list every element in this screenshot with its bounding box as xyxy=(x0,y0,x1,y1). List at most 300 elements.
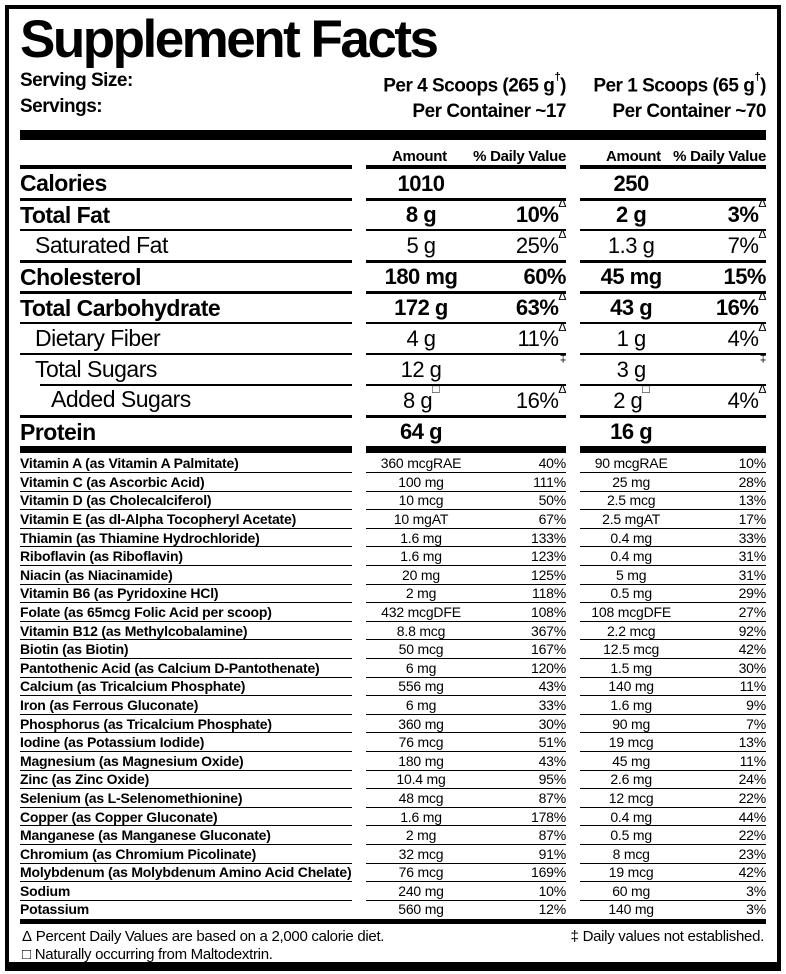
amount-value: 1.6 mg xyxy=(400,548,442,565)
amount-value: 43 g xyxy=(610,295,653,321)
double-dagger-symbol: ‡ xyxy=(570,928,579,946)
nutrient-row xyxy=(20,844,766,863)
nutrient-row xyxy=(20,732,766,751)
nutrient-row xyxy=(20,751,766,770)
values-col1 xyxy=(366,260,566,291)
values-col1 xyxy=(366,863,566,882)
serving-size-col2 xyxy=(580,68,766,99)
values-col2 xyxy=(580,807,766,826)
daily-value: 3% xyxy=(746,901,766,918)
amount-value: 1010 xyxy=(397,170,445,196)
daily-value: 108% xyxy=(530,603,566,620)
footnote-text: Percent Daily Values are based on a 2,000 calorie diet. xyxy=(35,928,385,946)
nutrient-name: Vitamin A (as Vitamin A Palmitate) xyxy=(20,454,239,471)
values-col2 xyxy=(580,546,766,565)
amount-value: 0.5 mg xyxy=(610,585,652,602)
divider-segment xyxy=(366,446,566,453)
dv-superscript: Δ xyxy=(758,289,766,304)
nutrient-name: Calcium (as Tricalcium Phosphate) xyxy=(20,677,352,696)
values-col1 xyxy=(366,602,566,621)
nutrient-row xyxy=(20,863,766,882)
amount-superscript: □ xyxy=(432,381,439,396)
amount-value: 560 mg xyxy=(398,901,444,918)
daily-value: 95% xyxy=(538,771,566,788)
amount-value: 10 mgAT xyxy=(393,511,449,528)
nutrient-name: Manganese (as Manganese Gluconate) xyxy=(20,825,352,844)
values-col2 xyxy=(580,415,766,446)
amount-value: 45 mg xyxy=(612,752,651,769)
daily-value: 11%$^\Delta$ xyxy=(517,319,566,351)
amount-value: 250 xyxy=(613,170,649,196)
serving-labels xyxy=(20,68,352,125)
amount-value: 180 mg xyxy=(384,264,458,290)
values-col1 xyxy=(366,825,566,844)
dv-superscript: Δ xyxy=(558,289,566,304)
header-divider-bar xyxy=(20,130,766,140)
amount-value: 1.5 mg xyxy=(610,659,652,676)
nutrient-row xyxy=(20,415,766,446)
footnote-not-established xyxy=(571,928,764,946)
dagger-superscript: † xyxy=(754,70,761,83)
dv-superscript: Δ xyxy=(558,381,566,396)
nutrient-row xyxy=(20,260,766,291)
daily-value: 63%$^\Delta$ xyxy=(515,289,566,321)
dv-superscript: ‡ xyxy=(759,350,766,365)
macronutrient-table xyxy=(20,165,766,446)
amount-value: 16 g xyxy=(610,419,653,445)
values-col1 xyxy=(366,695,566,714)
values-col1 xyxy=(366,751,566,770)
nutrient-row xyxy=(20,825,766,844)
dv-superscript: ‡ xyxy=(559,350,566,365)
values-col1 xyxy=(366,291,566,322)
daily-value: 33% xyxy=(538,696,566,713)
values-col1 xyxy=(366,900,566,919)
nutrient-row xyxy=(20,319,766,353)
values-col1 xyxy=(366,453,566,472)
amount-value: 556 mg xyxy=(398,678,444,695)
daily-value: 42% xyxy=(738,864,766,881)
values-col2 xyxy=(580,165,766,198)
amount-value: 6 mg xyxy=(405,659,437,676)
nutrient-row xyxy=(20,639,766,658)
values-col1 xyxy=(366,509,566,528)
amount-value: 0.4 mg xyxy=(610,808,652,825)
column-headers xyxy=(20,143,766,165)
daily-value: 67% xyxy=(538,511,566,528)
nutrient-name: Total Carbohydrate xyxy=(20,291,352,322)
daily-value: 17% xyxy=(738,511,766,528)
amount-value: 64 g xyxy=(399,419,443,445)
footnote-maltodextrin xyxy=(22,946,384,964)
nutrient-name: Vitamin B6 (as Pyridoxine HCl) xyxy=(20,584,352,603)
values-col1 xyxy=(366,381,566,415)
daily-value: 123% xyxy=(530,548,566,565)
amount-value: 90 mg xyxy=(612,715,651,732)
daily-value: 3% xyxy=(746,882,766,899)
daily-value: 31% xyxy=(738,566,766,583)
values-col1 xyxy=(366,198,566,229)
daily-value: 169% xyxy=(530,864,566,881)
nutrient-name: Vitamin E (as dl-Alpha Tocopheryl Acetate) xyxy=(20,509,352,528)
values-col2 xyxy=(580,453,766,472)
daily-value-header: % Daily Value xyxy=(673,148,766,166)
values-col1 xyxy=(366,584,566,603)
amount-value: 10.4 mg xyxy=(396,771,446,788)
amount-value: 1.6 mg xyxy=(610,696,652,713)
amount-value: 2 g xyxy=(616,202,647,228)
amount-value: 4 g xyxy=(406,325,436,351)
daily-value: 29% xyxy=(738,585,766,602)
section-divider-bar xyxy=(20,446,766,453)
daily-value: 40% xyxy=(538,454,566,471)
daily-value: 125% xyxy=(530,566,566,583)
daily-value: 60% xyxy=(523,264,566,290)
nutrient-name: Calories xyxy=(20,165,352,198)
dv-superscript: Δ xyxy=(558,226,566,241)
column-header-col1 xyxy=(366,143,566,165)
nutrient-row xyxy=(20,381,766,415)
values-col1 xyxy=(366,881,566,900)
nutrient-name: Vitamin C (as Ascorbic Acid) xyxy=(20,472,352,491)
values-col1 xyxy=(366,472,566,491)
amount-value: 0.4 mg xyxy=(610,529,652,546)
nutrient-name: Added Sugars xyxy=(20,384,352,415)
values-col2 xyxy=(580,863,766,882)
amount-value: 1.6 mg xyxy=(400,529,442,546)
values-col1 xyxy=(366,546,566,565)
values-col2 xyxy=(580,509,766,528)
footnote-text: Naturally occurring from Maltodextrin. xyxy=(34,946,273,964)
amount-value: 19 mcg xyxy=(608,864,654,881)
amount-value: 432 mcgDFE xyxy=(381,603,461,620)
daily-value: 92% xyxy=(738,622,766,639)
triangle-symbol: Δ xyxy=(22,928,32,946)
amount-value: 2 mg xyxy=(405,827,437,844)
amount-value: 3 g xyxy=(616,356,646,382)
dagger-superscript: † xyxy=(554,70,561,83)
amount-value: 2.6 mg xyxy=(610,771,652,788)
daily-value: 167% xyxy=(530,641,566,658)
daily-value: 10% xyxy=(538,882,566,899)
nutrient-row xyxy=(20,770,766,789)
daily-value: 43% xyxy=(538,678,566,695)
dv-superscript: Δ xyxy=(558,319,566,334)
values-col1 xyxy=(366,528,566,547)
nutrient-row xyxy=(20,714,766,733)
amount-value: 0.4 mg xyxy=(610,548,652,565)
values-col2 xyxy=(580,198,766,229)
amount-value: 10 mcg xyxy=(398,492,444,509)
footnote-text: Daily values not established. xyxy=(582,928,764,946)
nutrient-row xyxy=(20,165,766,198)
amount-value: 25 mg xyxy=(612,473,651,490)
nutrient-name: Iodine (as Potassium Iodide) xyxy=(20,732,352,751)
nutrient-name: Selenium (as L-Selenomethionine) xyxy=(20,788,352,807)
amount-value: 90 mcgRAE xyxy=(594,454,668,471)
values-col1 xyxy=(366,319,566,353)
nutrient-name: Total Fat xyxy=(20,198,352,229)
nutrient-name: Pantothenic Acid (as Calcium D-Pantothenate) xyxy=(20,658,352,677)
values-col1 xyxy=(366,350,566,384)
values-col2 xyxy=(580,565,766,584)
footnote-daily-values xyxy=(22,928,384,946)
amount-value: 2 g□ xyxy=(613,381,650,413)
daily-value: 13% xyxy=(738,734,766,751)
amount-superscript: □ xyxy=(642,381,650,396)
square-symbol: □ xyxy=(22,946,31,964)
nutrient-row xyxy=(20,602,766,621)
values-col2 xyxy=(580,528,766,547)
divider-segment xyxy=(580,446,766,453)
values-col2 xyxy=(580,677,766,696)
daily-value xyxy=(682,350,766,383)
values-col1 xyxy=(366,415,566,446)
amount-value: 2.2 mcg xyxy=(606,622,656,639)
daily-value: 27% xyxy=(738,603,766,620)
amount-value: 45 mg xyxy=(600,264,662,290)
nutrient-name: Folate (as 65mcg Folic Acid per scoop) xyxy=(20,602,352,621)
values-col2 xyxy=(580,844,766,863)
nutrient-row xyxy=(20,658,766,677)
values-col1 xyxy=(366,714,566,733)
nutrient-name: Total Sugars xyxy=(20,353,352,384)
supplement-facts-label xyxy=(5,5,781,971)
nutrient-row xyxy=(20,491,766,510)
values-col2 xyxy=(580,291,766,322)
amount-value: 240 mg xyxy=(398,882,444,899)
column-header-col2 xyxy=(580,143,766,165)
values-col2 xyxy=(580,770,766,789)
amount-value: 2 mg xyxy=(405,585,437,602)
amount-value: 5 g xyxy=(406,232,436,258)
daily-value: 31% xyxy=(738,548,766,565)
nutrient-name: Biotin (as Biotin) xyxy=(20,639,352,658)
amount-value: 2.5 mcg xyxy=(606,492,656,509)
values-col2 xyxy=(580,602,766,621)
nutrient-row xyxy=(20,807,766,826)
serving-size-col1-text: Per 4 Scoops (265 g xyxy=(383,75,555,97)
amount-value: 2.5 mgAT xyxy=(602,511,661,528)
nutrient-row xyxy=(20,677,766,696)
footnotes-left xyxy=(22,928,384,964)
amount-value: 8 mcg xyxy=(612,845,650,862)
amount-value: 12.5 mcg xyxy=(603,641,660,658)
amount-value: 108 mcgDFE xyxy=(591,603,671,620)
values-col2 xyxy=(580,639,766,658)
daily-value: 44% xyxy=(738,808,766,825)
amount-value: 12 mcg xyxy=(608,789,654,806)
values-col1 xyxy=(366,639,566,658)
nutrient-row xyxy=(20,453,766,472)
values-col2 xyxy=(580,472,766,491)
servings-per-container-col2: Per Container ~70 xyxy=(612,101,766,123)
nutrient-row xyxy=(20,350,766,384)
values-col1 xyxy=(366,565,566,584)
daily-value: 28% xyxy=(738,473,766,490)
nutrient-name: Potassium xyxy=(20,900,352,919)
amount-value: 76 mcg xyxy=(398,734,444,751)
amount-value: 0.5 mg xyxy=(610,827,652,844)
amount-value: 100 mg xyxy=(398,473,444,490)
nutrient-name: Protein xyxy=(20,415,352,446)
divider-segment xyxy=(20,446,352,453)
serving-size-col2-text: Per 1 Scoops (65 g xyxy=(593,75,755,97)
nutrient-row xyxy=(20,546,766,565)
nutrient-name: Iron (as Ferrous Gluconate) xyxy=(20,695,352,714)
serving-size-label: Serving Size: xyxy=(20,70,133,92)
values-col2 xyxy=(580,350,766,384)
daily-value xyxy=(476,350,566,383)
nutrient-row xyxy=(20,621,766,640)
daily-value: 12% xyxy=(538,901,566,918)
values-col1 xyxy=(366,226,566,260)
values-col2 xyxy=(580,695,766,714)
nutrient-name: Riboflavin (as Riboflavin) xyxy=(20,546,352,565)
nutrient-name: Magnesium (as Magnesium Oxide) xyxy=(20,751,352,770)
values-col1 xyxy=(366,621,566,640)
amount-value: 8 g xyxy=(405,202,437,228)
values-col1 xyxy=(366,677,566,696)
nutrient-name: Dietary Fiber xyxy=(20,322,352,353)
values-col2 xyxy=(580,732,766,751)
values-col2 xyxy=(580,658,766,677)
amount-value: 360 mcgRAE xyxy=(380,454,462,471)
amount-value: 19 mcg xyxy=(608,734,654,751)
values-col2 xyxy=(580,788,766,807)
nutrient-name: Phosphorus (as Tricalcium Phosphate) xyxy=(20,714,352,733)
nutrient-name: Vitamin B12 (as Methylcobalamine) xyxy=(20,621,352,640)
daily-value: 3%$^\Delta$ xyxy=(727,196,766,228)
daily-value: 111% xyxy=(533,473,566,490)
daily-value: 178% xyxy=(530,808,566,825)
dv-superscript: Δ xyxy=(758,196,766,211)
amount-value: 1.6 mg xyxy=(400,808,442,825)
daily-value: 7%$^\Delta$ xyxy=(727,226,766,258)
amount-value: 172 g xyxy=(394,295,448,321)
amount-value: 140 mg xyxy=(608,901,654,918)
nutrient-row xyxy=(20,528,766,547)
amount-value: 1 g xyxy=(616,325,646,351)
nutrient-name: Sodium xyxy=(20,881,352,900)
daily-value: 43% xyxy=(538,752,566,769)
nutrient-name: Niacin (as Niacinamide) xyxy=(20,565,352,584)
values-col1 xyxy=(366,165,566,198)
amount-value: 5 mg xyxy=(615,566,647,583)
daily-value: 50% xyxy=(538,492,566,509)
daily-value: 25%$^\Delta$ xyxy=(515,226,566,258)
daily-value: 11% xyxy=(739,752,766,769)
amount-value: 140 mg xyxy=(608,678,654,695)
servings-label: Servings: xyxy=(20,96,103,118)
values-col1 xyxy=(366,807,566,826)
nutrient-row xyxy=(20,198,766,229)
nutrient-row xyxy=(20,788,766,807)
values-col2 xyxy=(580,881,766,900)
values-col2 xyxy=(580,900,766,919)
values-col2 xyxy=(580,825,766,844)
daily-value: 118% xyxy=(532,585,566,602)
nutrient-name: Zinc (as Zinc Oxide) xyxy=(20,770,352,789)
values-col1 xyxy=(366,658,566,677)
daily-value: 16%$^\Delta$ xyxy=(715,289,766,321)
nutrient-row xyxy=(20,509,766,528)
values-col2 xyxy=(580,491,766,510)
serving-size-col2-paren: ) xyxy=(760,75,766,97)
label-title: Supplement Facts xyxy=(20,10,437,69)
values-col1 xyxy=(366,770,566,789)
daily-value-header: % Daily Value xyxy=(473,148,566,166)
nutrient-row xyxy=(20,226,766,260)
values-col2 xyxy=(580,260,766,291)
daily-value: 10%$^\Delta$ xyxy=(515,196,566,228)
daily-value: 30% xyxy=(738,659,766,676)
dv-superscript: Δ xyxy=(558,196,566,211)
amount-value: 6 mg xyxy=(405,696,437,713)
nutrient-row xyxy=(20,472,766,491)
daily-value: 87% xyxy=(538,827,566,844)
nutrient-row xyxy=(20,695,766,714)
values-col1 xyxy=(366,491,566,510)
amount-value: 8 g□ xyxy=(403,381,439,413)
nutrient-name: Thiamin (as Thiamine Hydrochloride) xyxy=(20,528,352,547)
amount-value: 60 mg xyxy=(612,882,651,899)
nutrient-name: Saturated Fat xyxy=(20,229,352,260)
values-col2 xyxy=(580,226,766,260)
serving-col1 xyxy=(366,68,566,125)
micronutrient-table xyxy=(20,453,766,918)
values-col2 xyxy=(580,319,766,353)
nutrient-row xyxy=(20,291,766,322)
daily-value: 51% xyxy=(538,734,566,751)
dv-superscript: Δ xyxy=(758,319,766,334)
serving-header xyxy=(20,68,766,125)
nutrient-row xyxy=(20,900,766,919)
servings-per-container-col1: Per Container ~17 xyxy=(412,101,566,123)
daily-value: 133% xyxy=(530,529,566,546)
nutrient-name: Copper (as Copper Gluconate) xyxy=(20,807,352,826)
values-col1 xyxy=(366,844,566,863)
dv-superscript: Δ xyxy=(758,226,766,241)
amount-value: 50 mcg xyxy=(398,641,444,658)
daily-value: 87% xyxy=(538,789,566,806)
nutrient-name: Cholesterol xyxy=(20,260,352,291)
amount-value: 12 g xyxy=(400,356,442,382)
daily-value: 22% xyxy=(738,789,766,806)
values-col2 xyxy=(580,751,766,770)
daily-value: 23% xyxy=(738,845,766,862)
amount-value: 20 mg xyxy=(402,566,440,583)
daily-value: 30% xyxy=(538,715,566,732)
daily-value: 24% xyxy=(738,771,766,788)
nutrient-name: Vitamin D (as Cholecalciferol) xyxy=(20,491,352,510)
daily-value: 16%$^\Delta$ xyxy=(515,381,566,413)
daily-value: 13% xyxy=(738,492,766,509)
values-col2 xyxy=(580,381,766,415)
serving-size-col1-paren: ) xyxy=(560,75,566,97)
daily-value: 33% xyxy=(738,529,766,546)
daily-value: 7% xyxy=(746,715,766,732)
amount-value: 180 mg xyxy=(398,752,444,769)
amount-value: 32 mcg xyxy=(398,845,444,862)
daily-value: 120% xyxy=(530,659,566,676)
amount-value: 360 mg xyxy=(398,715,444,732)
values-col2 xyxy=(580,714,766,733)
daily-value: 91% xyxy=(538,845,566,862)
daily-value: 4%$^\Delta$ xyxy=(727,381,766,413)
amount-value: 76 mcg xyxy=(398,864,444,881)
footnotes xyxy=(20,924,766,964)
